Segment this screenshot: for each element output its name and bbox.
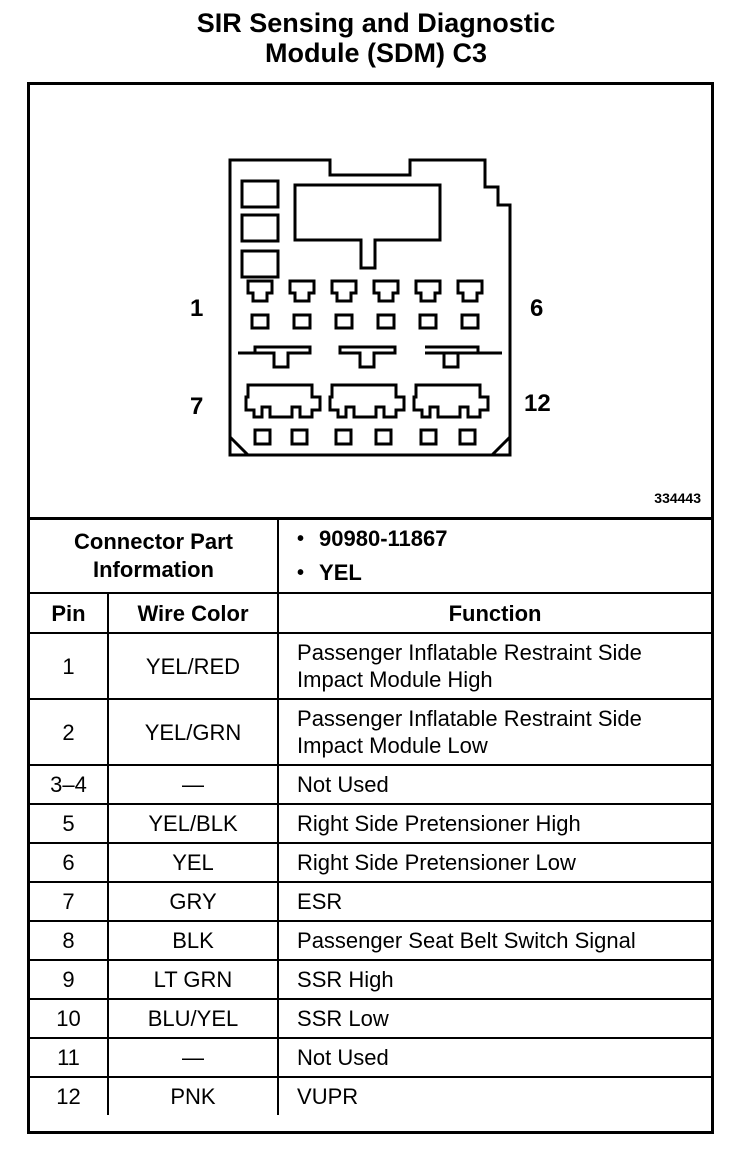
pin-label-7: 7 <box>190 393 204 420</box>
pin-cell: 7 <box>30 882 108 921</box>
function-cell: Not Used <box>278 1038 711 1077</box>
connector-info-label-line-2: Information <box>93 557 214 582</box>
pin-label-12: 12 <box>524 390 551 417</box>
pin-cell: 6 <box>30 843 108 882</box>
table-row <box>30 882 711 921</box>
terminal-4 <box>374 281 398 301</box>
function-line-1: Passenger Inflatable Restraint Side <box>297 640 642 665</box>
connector-info-values <box>278 520 711 593</box>
table-row <box>30 633 711 699</box>
terminal-pair-9-10 <box>330 385 404 417</box>
cavity-8 <box>292 430 307 444</box>
cavity-11 <box>421 430 436 444</box>
table-row <box>30 1038 711 1077</box>
figure-number: 334443 <box>654 490 701 506</box>
wire-color-cell: YEL/BLK <box>108 804 278 843</box>
connector-frame <box>27 82 714 1134</box>
pin-cell: 9 <box>30 960 108 999</box>
cavity-12 <box>460 430 475 444</box>
function-cell <box>278 699 711 765</box>
latch-3 <box>425 347 502 367</box>
connector-color: • YEL <box>319 556 711 590</box>
function-line-2: Impact Module High <box>297 667 493 692</box>
connector-part-number: • 90980-11867 <box>319 522 711 556</box>
corner-chamfer-right <box>492 437 510 455</box>
pin-cell: 10 <box>30 999 108 1038</box>
header-function: Function <box>278 593 711 633</box>
function-cell: Not Used <box>278 765 711 804</box>
pinout-table <box>30 520 711 1115</box>
table-row <box>30 699 711 765</box>
table-row <box>30 1077 711 1115</box>
connector-info-label-line-1: Connector Part <box>74 529 233 554</box>
pin-cell: 5 <box>30 804 108 843</box>
function-cell: Right Side Pretensioner Low <box>278 843 711 882</box>
pin-label-1: 1 <box>190 295 204 322</box>
terminal-pair-7-8 <box>246 385 320 417</box>
function-line-2: Impact Module Low <box>297 733 488 758</box>
wire-color-cell: BLK <box>108 921 278 960</box>
wire-color-cell: YEL/GRN <box>108 699 278 765</box>
cavity-10 <box>376 430 391 444</box>
terminal-2 <box>290 281 314 301</box>
table-header-row <box>30 593 711 633</box>
terminal-5 <box>416 281 440 301</box>
title-line-2: Module (SDM) C3 <box>265 38 487 68</box>
terminal-pair-11-12 <box>414 385 488 417</box>
function-cell: SSR Low <box>278 999 711 1038</box>
wire-color-cell: — <box>108 765 278 804</box>
function-cell: Passenger Seat Belt Switch Signal <box>278 921 711 960</box>
latch-1 <box>238 347 310 367</box>
function-cell: Right Side Pretensioner High <box>278 804 711 843</box>
wire-color-cell: YEL <box>108 843 278 882</box>
terminal-3 <box>332 281 356 301</box>
function-line-1: Passenger Inflatable Restraint Side <box>297 706 642 731</box>
terminal-6 <box>458 281 482 301</box>
function-cell: VUPR <box>278 1077 711 1115</box>
wire-color-cell: YEL/RED <box>108 633 278 699</box>
wire-color-cell: BLU/YEL <box>108 999 278 1038</box>
pin-cell: 8 <box>30 921 108 960</box>
wire-color-cell: LT GRN <box>108 960 278 999</box>
pin-cell: 12 <box>30 1077 108 1115</box>
page-title <box>0 8 752 68</box>
connector-face-svg <box>30 85 711 517</box>
pin-cell: 3–4 <box>30 765 108 804</box>
function-cell: ESR <box>278 882 711 921</box>
terminal-row-bottom <box>246 385 488 444</box>
pin-cell: 2 <box>30 699 108 765</box>
pin-cell: 11 <box>30 1038 108 1077</box>
latch-2 <box>340 347 395 367</box>
function-cell <box>278 633 711 699</box>
cavity-rect-a <box>242 181 278 207</box>
header-wire-color: Wire Color <box>108 593 278 633</box>
cavity-rect-b <box>242 215 278 241</box>
wire-color-cell: — <box>108 1038 278 1077</box>
table-row <box>30 804 711 843</box>
cavity-rect-c <box>242 251 278 277</box>
table-row <box>30 960 711 999</box>
table-row <box>30 765 711 804</box>
table-row <box>30 999 711 1038</box>
cavity-9 <box>336 430 351 444</box>
table-row <box>30 921 711 960</box>
pin-cell: 1 <box>30 633 108 699</box>
title-line-1: SIR Sensing and Diagnostic <box>196 8 556 38</box>
wire-color-cell: PNK <box>108 1077 278 1115</box>
connector-info-row <box>30 520 711 593</box>
pin-label-6: 6 <box>530 295 544 322</box>
terminal-1 <box>248 281 272 301</box>
terminal-row-top <box>248 281 482 328</box>
latch-row <box>238 347 502 367</box>
wire-color-cell: GRY <box>108 882 278 921</box>
connector-info-label <box>30 520 278 593</box>
table-row <box>30 843 711 882</box>
cavity-7 <box>255 430 270 444</box>
key-window <box>295 185 440 268</box>
header-pin: Pin <box>30 593 108 633</box>
function-cell: SSR High <box>278 960 711 999</box>
connector-diagram <box>30 85 711 520</box>
corner-chamfer-left <box>230 437 248 455</box>
